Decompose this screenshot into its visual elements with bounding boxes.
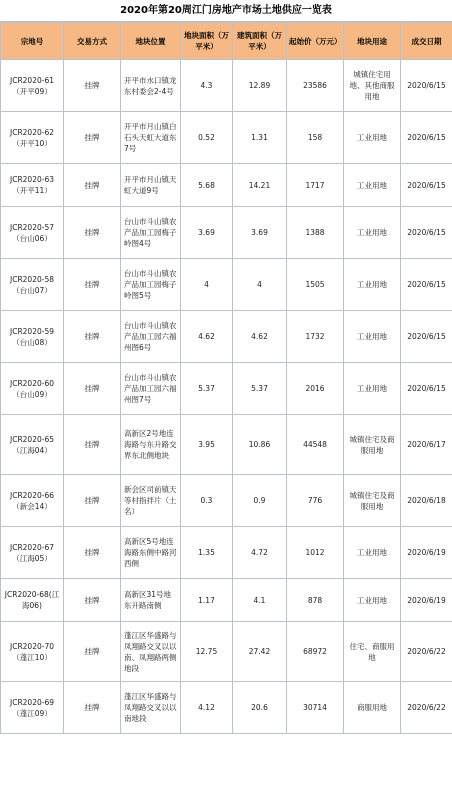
cell-date: 2020/6/15 <box>401 112 452 164</box>
table-row <box>1 579 452 622</box>
cell-location: 台山市斗山镇农产品加工园梅子岭图5号 <box>121 259 181 311</box>
cell-start-price: 1717 <box>287 164 344 207</box>
cell-date: 2020/6/15 <box>401 363 452 415</box>
cell-parcel-id: JCR2020-62（开平10） <box>1 112 64 164</box>
cell-start-price: 44548 <box>287 415 344 475</box>
cell-land-use: 工业用地 <box>344 164 401 207</box>
header-start-price: 起始价（万元） <box>287 23 344 60</box>
cell-location: 台山市斗山镇农产品加工园六福州图6号 <box>121 311 181 363</box>
cell-start-price: 158 <box>287 112 344 164</box>
cell-parcel-id: JCR2020-63（开平11） <box>1 164 64 207</box>
cell-method: 挂牌 <box>64 311 121 363</box>
cell-land-use: 工业用地 <box>344 259 401 311</box>
cell-location: 高新区31号地东升路南侧 <box>121 579 181 622</box>
header-date: 成交日期 <box>401 23 452 60</box>
cell-location: 蓬江区华盛路与凤翔路交叉以以南地段 <box>121 682 181 734</box>
cell-parcel-id: JCR2020-65（江海04） <box>1 415 64 475</box>
page-title: 2020年第20周江门房地产市场土地供应一览表 <box>0 0 452 22</box>
header-build-area: 建筑面积（万平米） <box>233 23 287 60</box>
cell-date: 2020/6/15 <box>401 164 452 207</box>
table-row <box>1 164 452 207</box>
cell-build-area: 4.72 <box>233 527 287 579</box>
cell-land-use: 工业用地 <box>344 579 401 622</box>
cell-build-area: 3.69 <box>233 207 287 259</box>
cell-start-price: 23586 <box>287 60 344 112</box>
table-row <box>1 363 452 415</box>
cell-land-area: 4.3 <box>181 60 233 112</box>
table-row <box>1 527 452 579</box>
cell-location: 开平市水口镇龙东村委会2-4号 <box>121 60 181 112</box>
cell-start-price: 1012 <box>287 527 344 579</box>
cell-land-use: 城镇住宅及商服用地 <box>344 475 401 527</box>
cell-location: 台山市斗山镇农产品加工园六福州图7号 <box>121 363 181 415</box>
cell-date: 2020/6/18 <box>401 475 452 527</box>
table-row <box>1 311 452 363</box>
cell-parcel-id: JCR2020-61（开平09） <box>1 60 64 112</box>
cell-land-use: 工业用地 <box>344 112 401 164</box>
cell-method: 挂牌 <box>64 207 121 259</box>
cell-method: 挂牌 <box>64 60 121 112</box>
table-row <box>1 622 452 682</box>
cell-land-area: 4.12 <box>181 682 233 734</box>
table-row <box>1 682 452 734</box>
cell-land-area: 4.62 <box>181 311 233 363</box>
cell-method: 挂牌 <box>64 579 121 622</box>
land-supply-table <box>0 22 452 734</box>
cell-start-price: 68972 <box>287 622 344 682</box>
cell-parcel-id: JCR2020-59（台山08） <box>1 311 64 363</box>
cell-date: 2020/6/19 <box>401 579 452 622</box>
cell-build-area: 10.86 <box>233 415 287 475</box>
cell-land-use: 工业用地 <box>344 527 401 579</box>
cell-land-use: 住宅、商服用地 <box>344 622 401 682</box>
header-land-use: 地块用途 <box>344 23 401 60</box>
cell-method: 挂牌 <box>64 112 121 164</box>
cell-build-area: 4 <box>233 259 287 311</box>
cell-land-area: 5.37 <box>181 363 233 415</box>
cell-date: 2020/6/17 <box>401 415 452 475</box>
cell-method: 挂牌 <box>64 259 121 311</box>
cell-land-use: 城镇住宅及商服用地 <box>344 415 401 475</box>
cell-land-area: 0.3 <box>181 475 233 527</box>
cell-build-area: 20.6 <box>233 682 287 734</box>
cell-parcel-id: JCR2020-69（蓬江09） <box>1 682 64 734</box>
cell-date: 2020/6/15 <box>401 259 452 311</box>
cell-build-area: 0.9 <box>233 475 287 527</box>
cell-parcel-id: JCR2020-66（新会14） <box>1 475 64 527</box>
cell-start-price: 1732 <box>287 311 344 363</box>
cell-start-price: 1388 <box>287 207 344 259</box>
cell-method: 挂牌 <box>64 682 121 734</box>
cell-date: 2020/6/22 <box>401 682 452 734</box>
cell-build-area: 4.1 <box>233 579 287 622</box>
table-row <box>1 112 452 164</box>
cell-method: 挂牌 <box>64 527 121 579</box>
cell-date: 2020/6/22 <box>401 622 452 682</box>
cell-parcel-id: JCR2020-70（蓬江10） <box>1 622 64 682</box>
cell-method: 挂牌 <box>64 164 121 207</box>
cell-build-area: 12.89 <box>233 60 287 112</box>
cell-parcel-id: JCR2020-58（台山07） <box>1 259 64 311</box>
cell-date: 2020/6/15 <box>401 311 452 363</box>
table-row <box>1 259 452 311</box>
header-row <box>1 23 452 60</box>
cell-land-area: 4 <box>181 259 233 311</box>
cell-land-area: 3.69 <box>181 207 233 259</box>
cell-method: 挂牌 <box>64 475 121 527</box>
cell-build-area: 27.42 <box>233 622 287 682</box>
cell-land-area: 3.95 <box>181 415 233 475</box>
cell-location: 新会区司前镇天等村指拌片（土名） <box>121 475 181 527</box>
cell-start-price: 776 <box>287 475 344 527</box>
cell-start-price: 30714 <box>287 682 344 734</box>
cell-start-price: 878 <box>287 579 344 622</box>
cell-location: 开平市月山镇白石头天虹大道东7号 <box>121 112 181 164</box>
cell-land-area: 0.52 <box>181 112 233 164</box>
cell-location: 高新区5号地连海路东侧中路河西侧 <box>121 527 181 579</box>
cell-land-use: 工业用地 <box>344 311 401 363</box>
cell-land-use: 商服用地 <box>344 682 401 734</box>
header-location: 地块位置 <box>121 23 181 60</box>
cell-location: 蓬江区华盛路与凤翔路交叉以以南、凤翔路两侧地段 <box>121 622 181 682</box>
cell-build-area: 4.62 <box>233 311 287 363</box>
header-parcel-id: 宗地号 <box>1 23 64 60</box>
cell-build-area: 1.31 <box>233 112 287 164</box>
cell-land-area: 1.17 <box>181 579 233 622</box>
cell-land-use: 城镇住宅用地、其他商服用地 <box>344 60 401 112</box>
cell-method: 挂牌 <box>64 363 121 415</box>
cell-land-area: 1.35 <box>181 527 233 579</box>
cell-start-price: 2016 <box>287 363 344 415</box>
cell-land-area: 5.68 <box>181 164 233 207</box>
cell-location: 高新区2号地连海路与东升路交界东北侧地块 <box>121 415 181 475</box>
cell-method: 挂牌 <box>64 622 121 682</box>
cell-date: 2020/6/15 <box>401 207 452 259</box>
cell-land-use: 工业用地 <box>344 207 401 259</box>
cell-land-area: 12.75 <box>181 622 233 682</box>
header-method: 交易方式 <box>64 23 121 60</box>
cell-date: 2020/6/19 <box>401 527 452 579</box>
cell-build-area: 14.21 <box>233 164 287 207</box>
table-row <box>1 415 452 475</box>
header-land-area: 地块面积（万平米） <box>181 23 233 60</box>
table-row <box>1 207 452 259</box>
cell-start-price: 1505 <box>287 259 344 311</box>
table-row <box>1 475 452 527</box>
cell-method: 挂牌 <box>64 415 121 475</box>
cell-location: 开平市月山镇天虹大道9号 <box>121 164 181 207</box>
cell-build-area: 5.37 <box>233 363 287 415</box>
cell-parcel-id: JCR2020-68(江海06) <box>1 579 64 622</box>
table-row <box>1 60 452 112</box>
cell-date: 2020/6/15 <box>401 60 452 112</box>
cell-parcel-id: JCR2020-67（江海05） <box>1 527 64 579</box>
cell-parcel-id: JCR2020-57（台山06） <box>1 207 64 259</box>
cell-land-use: 工业用地 <box>344 363 401 415</box>
cell-location: 台山市斗山镇农产品加工园梅子岭图4号 <box>121 207 181 259</box>
cell-parcel-id: JCR2020-60（台山09） <box>1 363 64 415</box>
